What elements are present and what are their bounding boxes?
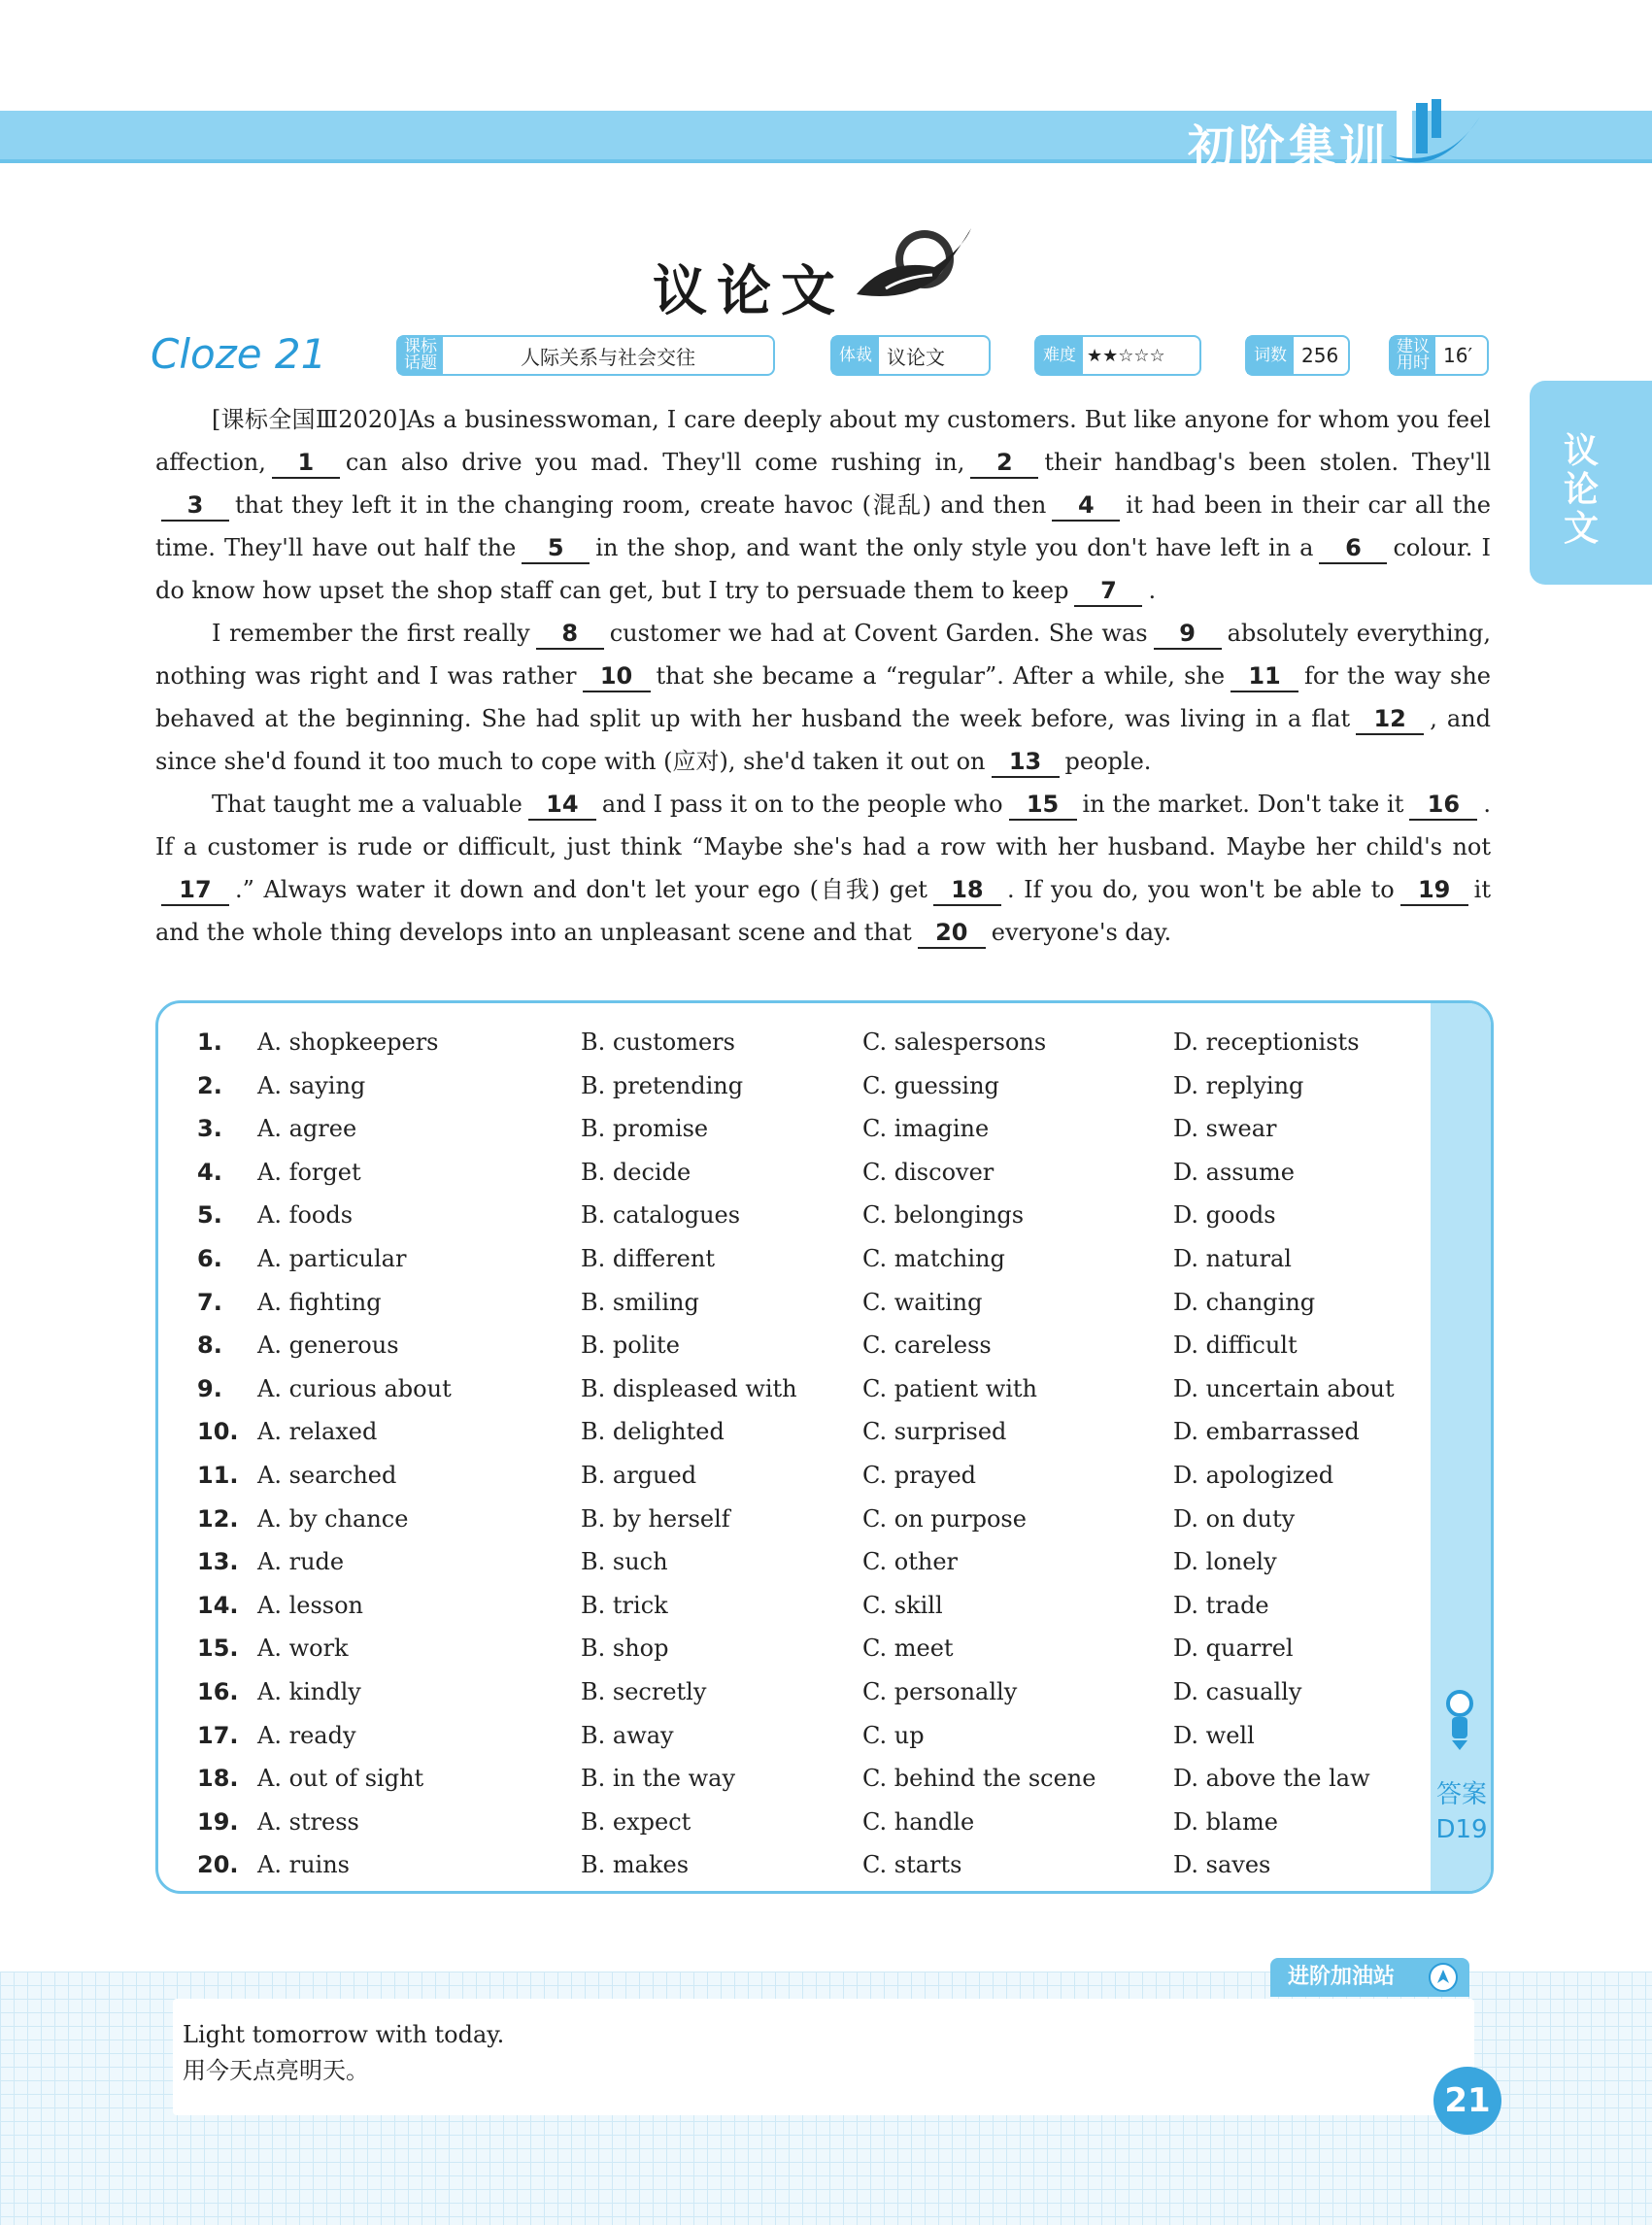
option-c[interactable]: C. up [862,1721,925,1749]
blank-18[interactable]: 18 [933,875,1001,906]
option-number: 13. [197,1548,239,1576]
blank-11[interactable]: 11 [1231,661,1298,692]
genre-box [830,335,991,376]
option-c[interactable]: C. starts [862,1851,962,1879]
option-row [197,1151,1392,1195]
option-b[interactable]: B. smiling [581,1288,699,1316]
option-b[interactable]: B. argued [581,1461,697,1489]
options-panel [155,1000,1494,1894]
passage-text: in the market. Don't take it [1082,791,1404,818]
option-row [197,1454,1392,1498]
option-b[interactable]: B. in the way [581,1765,735,1793]
option-c[interactable]: C. belongings [862,1201,1025,1230]
option-number: 18. [197,1765,239,1793]
option-number: 20. [197,1851,239,1879]
option-c[interactable]: C. skill [862,1591,943,1619]
option-b[interactable]: B. secretly [581,1677,707,1705]
option-number: 12. [197,1504,239,1533]
option-a[interactable]: A. work [257,1635,349,1663]
topic-box [396,335,775,376]
words-value: 256 [1301,344,1339,367]
passage-text: in the shop, and want the only style you don't have left in a [595,534,1314,561]
option-d[interactable]: D. lonely [1173,1548,1277,1576]
option-row [197,1064,1392,1108]
option-number: 5. [197,1201,222,1230]
blank-6[interactable]: 6 [1319,533,1387,564]
answer-reference[interactable] [1430,1777,1494,1847]
genre-tag: 体裁 [832,337,879,374]
option-c[interactable]: C. handle [862,1807,975,1836]
option-row [197,1281,1392,1325]
blank-20[interactable]: 20 [918,918,986,949]
passage-text: , and since she'd found it too much to cope with (应对), she'd taken it out on [155,705,1491,775]
blank-14[interactable]: 14 [528,790,596,821]
blank-4[interactable]: 4 [1052,490,1120,522]
option-d[interactable]: D. assume [1173,1158,1296,1186]
option-c[interactable]: C. meet [862,1635,954,1663]
passage-text: that she became a “regular”. After a while, she [656,662,1226,690]
paragraph-3 [155,783,1491,954]
option-d[interactable]: D. casually [1173,1677,1302,1705]
passage-text: . If you do, you won't be able to [1006,876,1395,903]
option-row [197,1194,1392,1237]
passage-text: That taught me a valuable [212,791,523,818]
quote-chinese: 用今天点亮明天。 [183,2057,369,2084]
option-a[interactable]: A. shopkeepers [257,1028,439,1056]
section-title: 议论文 [653,260,845,323]
words-tag: 词数 [1247,337,1294,374]
option-d[interactable]: D. receptionists [1173,1028,1360,1056]
passage-text: [课标全国Ⅲ2020]As a businesswoman, I care deeply about my customers. But like anyone for whom you feel affection, [155,406,1491,476]
passage-text: absolutely everything, nothing was right and I was rather [155,620,1491,690]
blank-2[interactable]: 2 [970,448,1038,479]
option-c[interactable]: C. prayed [862,1461,977,1489]
option-d[interactable]: D. goods [1173,1201,1276,1230]
option-b[interactable]: B. delighted [581,1418,725,1446]
side-tab-label: 议论文 [1563,431,1599,549]
book-logo-icon [1379,97,1486,175]
option-number: 17. [197,1721,239,1749]
blank-7[interactable]: 7 [1074,576,1142,607]
passage-text: for the way she behaved at the beginning. She had split up with her husband the week before, was living in a flat [155,662,1491,732]
passage-text: can also drive you mad. They'll come rushing in, [345,449,965,476]
option-c[interactable]: C. on purpose [862,1504,1027,1533]
option-c[interactable]: C. discover [862,1158,995,1186]
passage-text: it had been in their car all the time. They'll have out half the [155,491,1492,561]
option-row [197,1714,1392,1758]
answer-strip [1431,1003,1491,1891]
option-c[interactable]: C. behind the scene [862,1765,1096,1793]
option-a[interactable]: A. curious about [257,1374,452,1402]
genre-value: 议论文 [887,345,945,369]
option-c[interactable]: C. personally [862,1677,1018,1705]
option-b[interactable]: B. pretending [581,1071,744,1099]
topic-tag: 课标话题 [398,337,443,374]
option-b[interactable]: B. trick [581,1591,668,1619]
passage-text: people. [1064,748,1152,775]
option-c[interactable]: C. surprised [862,1418,1007,1446]
time-box [1389,335,1489,376]
option-a[interactable]: A. by chance [257,1504,409,1533]
option-b[interactable]: B. different [581,1244,715,1272]
option-a[interactable]: A. kindly [257,1677,361,1705]
paragraph-1 [155,398,1491,612]
blank-17[interactable]: 17 [161,875,229,906]
options-list [197,1021,1395,1887]
words-box [1245,335,1350,376]
rocket-badge-icon [1428,1962,1459,1993]
option-row [197,1670,1392,1714]
option-number: 7. [197,1288,222,1316]
option-b[interactable]: B. makes [581,1851,690,1879]
passage-text: . [1148,577,1157,604]
passage-text: . If a customer is rude or difficult, just think “Maybe she's had a row with her husband. Maybe her child's not [155,791,1491,860]
option-a[interactable]: A. ruins [257,1851,350,1879]
banner-title: 初阶集训 [1187,120,1390,175]
option-b[interactable]: B. displeased with [581,1374,797,1402]
page-number: 21 [1433,2067,1501,2135]
passage-text: .” Always water it down and don't let your ego (自我) get [235,876,927,903]
option-c[interactable]: C. waiting [862,1288,983,1316]
passage-text: customer we had at Covent Garden. She was [609,620,1148,647]
option-number: 19. [197,1807,239,1836]
option-b[interactable]: B. polite [581,1332,680,1360]
option-d[interactable]: D. replying [1173,1071,1304,1099]
option-b[interactable]: B. such [581,1548,668,1576]
option-number: 8. [197,1332,222,1360]
passage-text: colour. I do know how upset the shop staff can get, but I try to persuade them to keep [155,534,1491,604]
option-c[interactable]: C. guessing [862,1071,999,1099]
option-b[interactable]: B. decide [581,1158,691,1186]
option-d[interactable]: D. above the law [1173,1765,1370,1793]
option-a[interactable]: A. saying [257,1071,366,1099]
option-d[interactable]: D. embarrassed [1173,1418,1360,1446]
passage-text: I remember the first really [212,620,530,647]
option-d[interactable]: D. trade [1173,1591,1269,1619]
option-c[interactable]: C. matching [862,1244,1005,1272]
option-row [197,1107,1392,1151]
option-row [197,1021,1392,1064]
option-d[interactable]: D. difficult [1173,1332,1298,1360]
answer-label: 答案 [1435,1780,1487,1809]
quote-english: Light tomorrow with today. [183,2021,505,2048]
option-number: 16. [197,1677,239,1705]
option-row [197,1627,1392,1670]
option-row [197,1584,1392,1628]
answer-code: D19 [1435,1815,1488,1844]
option-b[interactable]: B. by herself [581,1504,730,1533]
option-d[interactable]: D. natural [1173,1244,1292,1272]
option-c[interactable]: C. imagine [862,1115,990,1143]
passage-text: it and the whole thing develops into an unpleasant scene and that [155,876,1491,946]
option-b[interactable]: B. expect [581,1807,691,1836]
option-d[interactable]: D. swear [1173,1115,1277,1143]
blank-19[interactable]: 19 [1400,875,1468,906]
blank-5[interactable]: 5 [522,533,590,564]
difficulty-box [1034,335,1201,376]
boost-tag: 进阶加油站 [1270,1958,1469,1997]
option-row [197,1410,1392,1454]
option-d[interactable]: D. apologized [1173,1461,1334,1489]
option-a[interactable]: A. stress [257,1807,359,1836]
option-a[interactable]: A. forget [257,1158,361,1186]
blank-9[interactable]: 9 [1154,619,1222,650]
passage-text: that they left it in the changing room, create havoc (混乱) and then [235,491,1047,519]
blank-12[interactable]: 12 [1356,704,1424,735]
passage-text: everyone's day. [991,919,1172,946]
option-row [197,1367,1395,1411]
blank-3[interactable]: 3 [161,490,229,522]
option-number: 1. [197,1028,222,1056]
option-a[interactable]: A. generous [257,1332,399,1360]
option-number: 10. [197,1418,239,1446]
option-c[interactable]: C. salespersons [862,1028,1047,1056]
option-a[interactable]: A. particular [257,1244,407,1272]
option-b[interactable]: B. promise [581,1115,709,1143]
option-d[interactable]: D. well [1173,1721,1255,1749]
option-d[interactable]: D. changing [1173,1288,1316,1316]
topic-value: 人际关系与社会交往 [521,345,695,369]
option-d[interactable]: D. uncertain about [1173,1374,1395,1402]
blank-13[interactable]: 13 [992,747,1060,778]
option-b[interactable]: B. catalogues [581,1201,741,1230]
option-number: 2. [197,1071,222,1099]
option-b[interactable]: B. shop [581,1635,669,1663]
option-row [197,1324,1392,1367]
option-row [197,1498,1392,1541]
option-row [197,1540,1392,1584]
option-row [197,1757,1392,1801]
difficulty-tag: 难度 [1036,337,1083,374]
option-c[interactable]: C. careless [862,1332,992,1360]
option-b[interactable]: B. customers [581,1028,735,1056]
option-a[interactable]: A. fighting [257,1288,382,1316]
difficulty-stars: ★★☆☆☆ [1087,345,1165,366]
time-value: 16′ [1443,344,1472,367]
quill-bird-icon [847,219,973,316]
time-tag: 建议用时 [1391,337,1435,374]
option-a[interactable]: A. agree [257,1115,357,1143]
option-a[interactable]: A. searched [257,1461,397,1489]
option-number: 3. [197,1115,222,1143]
option-a[interactable]: A. foods [257,1201,354,1230]
option-a[interactable]: A. out of sight [257,1765,424,1793]
option-d[interactable]: D. blame [1173,1807,1278,1836]
passage-text: and I pass it on to the people who [601,791,1003,818]
option-number: 9. [197,1374,222,1402]
option-d[interactable]: D. on duty [1173,1504,1296,1533]
option-number: 6. [197,1244,222,1272]
option-a[interactable]: A. ready [257,1721,356,1749]
blank-8[interactable]: 8 [536,619,604,650]
blank-1[interactable]: 1 [272,448,340,479]
option-b[interactable]: B. away [581,1721,674,1749]
option-number: 11. [197,1461,239,1489]
magnifier-character-icon [1438,1688,1481,1750]
blank-16[interactable]: 16 [1409,790,1477,821]
option-row [197,1843,1392,1887]
option-d[interactable]: D. quarrel [1173,1635,1294,1663]
option-number: 15. [197,1635,239,1663]
option-c[interactable]: C. other [862,1548,958,1576]
paragraph-2 [155,612,1491,783]
option-number: 4. [197,1158,222,1186]
option-row [197,1801,1392,1844]
option-a[interactable]: A. rude [257,1548,345,1576]
option-a[interactable]: A. relaxed [257,1418,378,1446]
blank-15[interactable]: 15 [1009,790,1077,821]
option-c[interactable]: C. patient with [862,1374,1038,1402]
option-row [197,1237,1392,1281]
passage-text: their handbag's been stolen. They'll [1044,449,1491,476]
option-d[interactable]: D. saves [1173,1851,1271,1879]
option-a[interactable]: A. lesson [257,1591,364,1619]
passage [155,398,1491,954]
cloze-title: Cloze 21 [151,330,327,378]
blank-10[interactable]: 10 [583,661,651,692]
option-number: 14. [197,1591,239,1619]
